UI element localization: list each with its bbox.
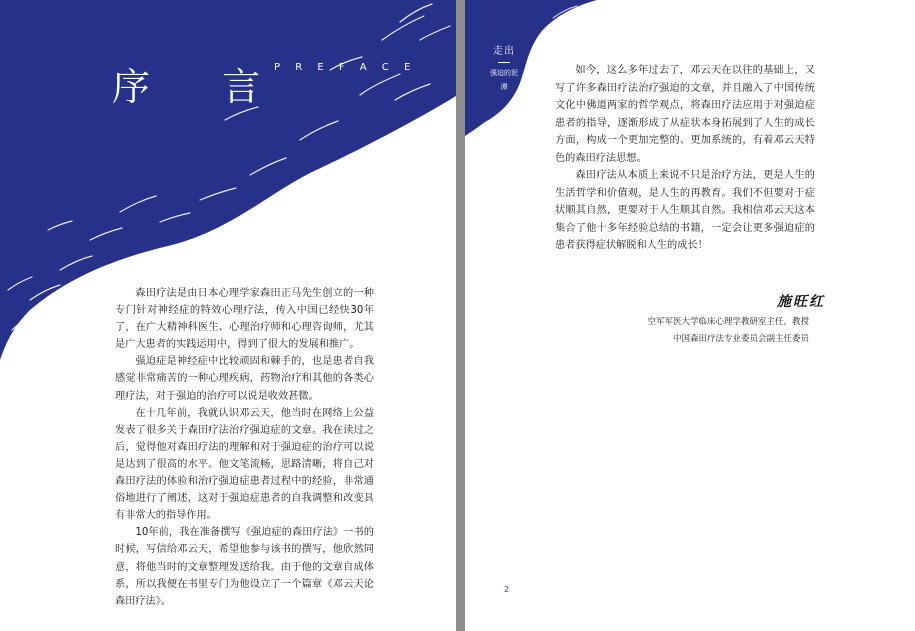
side-label [489, 46, 519, 94]
author-credit-title: 空军军医大学临床心理学教研室主任，教授 [647, 317, 809, 327]
preface-title-en: P R E F A C E [274, 62, 417, 73]
side-label-bottom: 强迫的泥潭 [490, 69, 518, 91]
left-body-text [115, 285, 374, 610]
right-page [465, 0, 915, 631]
right-body-text [555, 62, 815, 255]
paragraph: 森田疗法从本质上来说不只是治疗方法，更是人生的生活哲学和价值观，是人生的再教育。我们不但要对于症状顺其自然，更要对于人生顺其自然。我相信邓云天这本集合了他十多年经验总结的书籍，一定会让更多强迫症的患者获得症状解脱和人生的成长！ [555, 170, 815, 251]
preface-title: 序 言 [112, 65, 291, 109]
paragraph: 森田疗法是由日本心理学家森田正马先生创立的一种专门针对神经症的特效心理疗法，传入中国已经快30年了，在广大精神科医生、心理治疗师和心理咨询师，尤其是广大患者的实践运用中，得到了很大的发展和推广。 [115, 288, 374, 351]
page-number: 2 [504, 585, 510, 594]
side-label-top: 走出 [493, 46, 515, 57]
author-credit-position: 中国森田疗法专业委员会副主任委员 [672, 334, 809, 344]
side-label-divider [498, 62, 510, 63]
author-signature: 施旺红 [777, 294, 825, 310]
page-gutter [456, 0, 465, 631]
left-page [0, 0, 456, 631]
paragraph: 如今，这么多年过去了，邓云天在以往的基础上，又写了许多森田疗法治疗强迫的文章，并且融入了中国传统文化中佛道两家的哲学观点，将森田疗法应用于对强迫症患者的指导，逐渐形成了从症状本身拓展到了人生的成长方面，构成一个更加完整的、更加系统的，有着邓云天特色的森田疗法思想。 [555, 65, 815, 164]
paragraph: 10年前，我在准备撰写《强迫症的森田疗法》一书的时候，写信给邓云天，希望他参与该书的撰写，他欣然同意，将他当时的文章整理发送给我。由于他的文章自成体系，所以我便在书里专门为他设立了一个篇章《邓云天论森田疗法》。 [115, 527, 374, 607]
paragraph: 在十几年前，我就认识邓云天，他当时在网络上公益发表了很多关于森田疗法治疗强迫症的文章。我在读过之后，觉得他对森田疗法的理解和对于强迫症的治疗可以说是达到了很高的水平。他文笔流畅，思路清晰，将自己对森田疗法的体验和治疗强迫症患者过程中的经验，非常通俗地进行了阐述，这对于强迫症患者的自我调整和改变具有非常大的指导作用。 [115, 407, 374, 522]
paragraph: 强迫症是神经症中比较顽固和棘手的，也是患者自我感觉非常痛苦的一种心理疾病，药物治疗和其他的各类心理疗法，对于强迫的治疗可以说是收效甚微。 [115, 356, 374, 402]
